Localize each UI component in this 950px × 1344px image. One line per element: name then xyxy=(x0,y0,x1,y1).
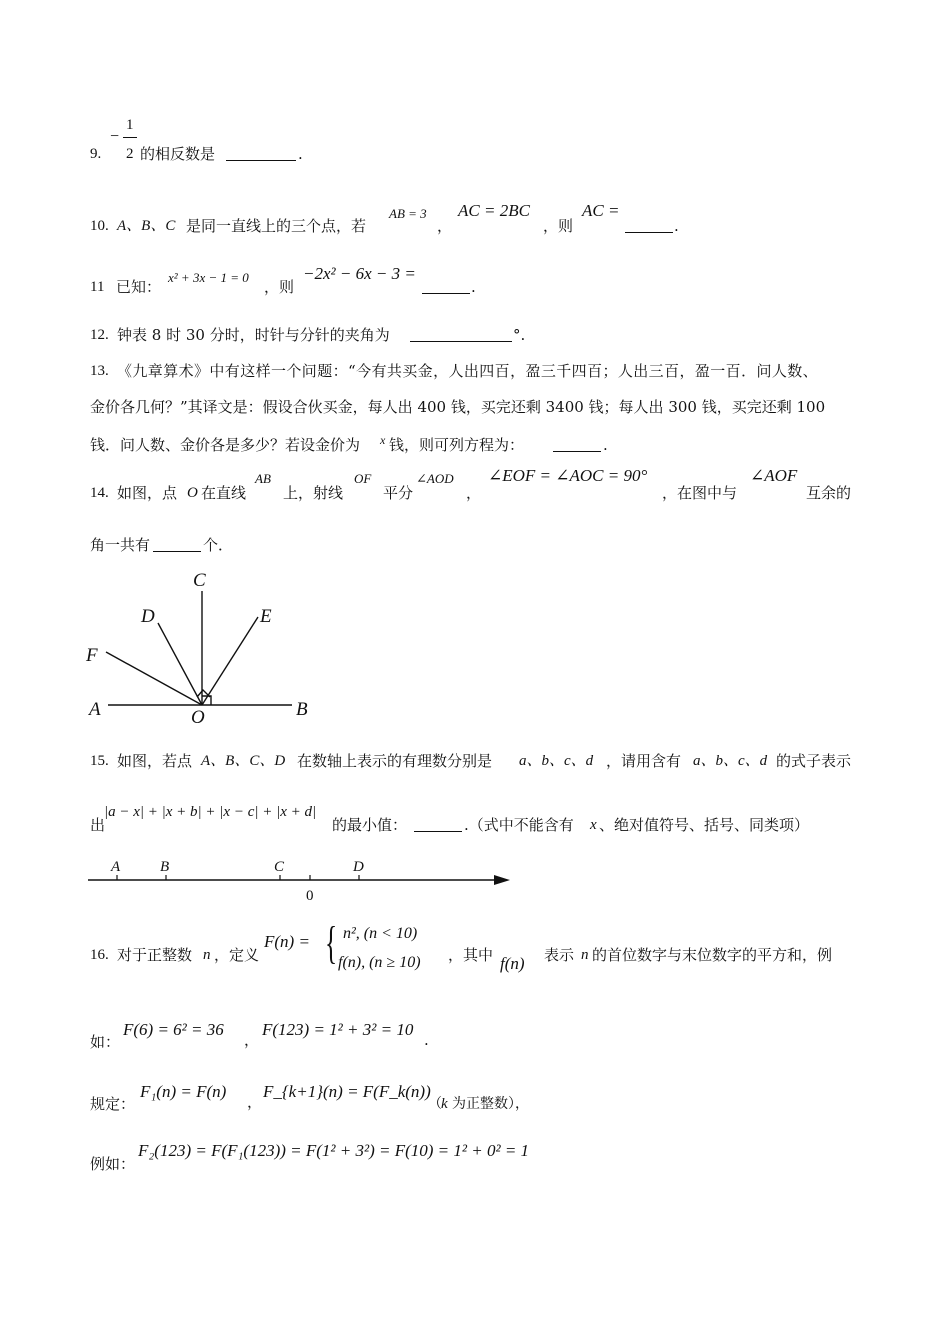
q14-text6: 互余的 xyxy=(806,484,852,502)
q16-case2: f(n), (n ≥ 10) xyxy=(338,954,421,971)
q15-expression: |a − x| + |x + b| + |x − c| + |x + d| xyxy=(104,804,317,820)
q13-end: . xyxy=(603,436,608,454)
q16-number: 16. xyxy=(90,947,109,963)
q10-answer-blank xyxy=(625,218,673,233)
q11-answer-blank xyxy=(422,279,470,294)
q14-angle-figure xyxy=(80,565,330,730)
axis-label-b: B xyxy=(160,859,170,875)
q16-rule1: F₁(n) = F(n) xyxy=(140,1082,227,1101)
q16-rule-label: 规定： xyxy=(90,1095,136,1113)
q9-text: 的相反数是 xyxy=(140,145,216,163)
q10-eq2: AC = 2BC xyxy=(458,201,530,220)
q16-fn: f(n) xyxy=(500,954,525,973)
q11-text1: 已知： xyxy=(116,278,162,296)
q15-text1: 如图，若点 xyxy=(117,752,193,770)
q13-line3b: 钱，则可列方程为： xyxy=(389,436,525,454)
q10-eq1: AB = 3 xyxy=(389,206,427,221)
q14-text3: 上，射线 xyxy=(283,484,344,502)
q11-eq1: x² + 3x − 1 = 0 xyxy=(168,270,249,285)
q16-n: n xyxy=(203,947,211,963)
q16-example-end: . xyxy=(424,1031,429,1049)
q10-text1: 是同一直线上的三个点，若 xyxy=(186,217,367,235)
q13-number: 13. xyxy=(90,363,109,379)
q9-fraction-bar xyxy=(123,137,137,138)
q15-values2: a、b、c、d xyxy=(693,753,768,769)
fig-label-c: C xyxy=(193,570,206,591)
q16-n2: n xyxy=(581,947,589,963)
q15-line2c: .（式中不能含有 xyxy=(464,816,574,834)
ray-oe xyxy=(202,617,258,705)
q15-text4: 的式子表示 xyxy=(776,752,852,770)
q15-points: A、B、C、D xyxy=(201,753,286,769)
q16-example-label: 如： xyxy=(90,1033,121,1051)
fig-label-e: E xyxy=(260,606,272,627)
q14-number: 14. xyxy=(90,485,109,501)
q11-eq2: −2x² − 6x − 3 = xyxy=(303,264,416,283)
axis-label-d: D xyxy=(353,859,364,875)
q12-end: °. xyxy=(513,326,526,344)
axis-label-a: A xyxy=(111,859,121,875)
fig-label-o: O xyxy=(191,707,205,728)
q14-point-o: O xyxy=(187,485,198,501)
q13-line1: 《九章算术》中有这样一个问题：“今有共买金，人出四百，盈三千四百；人出三百，盈一百．问人数、 xyxy=(117,362,819,380)
q16-text2: ，定义 xyxy=(214,946,260,964)
q14-line2a: 角一共有 xyxy=(90,536,151,554)
q15-answer-blank xyxy=(414,817,462,832)
q15-var: x xyxy=(590,817,597,833)
q13-line3a: 钱．问人数、金价各是多少？若设金价为 xyxy=(90,436,361,454)
q13-line2: 金价各几何？”其译文是：假设合伙买金，每人出 400 钱，买完还剩 3400 钱；每人出 300 钱，买完还剩 100 xyxy=(90,398,826,416)
q15-number: 15. xyxy=(90,753,109,769)
q15-values: a、b、c、d xyxy=(519,753,594,769)
q9-fraction-denominator: 2 xyxy=(126,146,134,162)
q11-text2: ，则 xyxy=(264,278,295,296)
q16-rule-sep: ， xyxy=(247,1093,263,1111)
fig-label-f: F xyxy=(86,645,98,666)
q16-definition-lhs: F(n) = xyxy=(264,932,310,951)
q16-rule-note-open: （ xyxy=(428,1096,442,1112)
q13-var: x xyxy=(380,433,386,447)
q16-rule2: F_{k+1}(n) = F(F_k(n)) xyxy=(263,1082,431,1101)
q15-line2b: 的最小值： xyxy=(332,816,408,834)
q16-text3: ，其中 xyxy=(448,946,494,964)
q12-text: 钟表 8 时 30 分时，时针与分针的夹角为 xyxy=(117,326,390,344)
q14-text2: 在直线 xyxy=(201,484,247,502)
q15-number-line xyxy=(80,850,520,905)
q16-eg: F₂(123) = F(F₁(123)) = F(1² + 3²) = F(10) = 1² + 0² = 1 xyxy=(138,1141,530,1160)
q9-number: 9. xyxy=(90,146,102,162)
q16-example-sep: ， xyxy=(244,1031,260,1049)
q10-text2: ，则 xyxy=(543,217,574,235)
q16-text1: 对于正整数 xyxy=(117,946,193,964)
q15-line2d: 、绝对值符号、括号、同类项） xyxy=(599,816,810,834)
q16-brace: { xyxy=(325,917,338,968)
q9-end: . xyxy=(298,145,303,163)
q13-answer-blank xyxy=(553,437,601,452)
axis-label-c: C xyxy=(274,859,285,875)
q16-eg-label: 例如： xyxy=(90,1155,136,1173)
q10-sep: ， xyxy=(437,217,453,235)
q14-angle-aod: ∠AOD xyxy=(416,471,454,486)
q11-number: 11 xyxy=(90,279,105,295)
q9-answer-blank xyxy=(226,146,296,161)
q15-line2a: 出 xyxy=(90,816,106,834)
q16-case1: n², (n < 10) xyxy=(343,925,418,942)
q9-fraction-numerator: 1 xyxy=(126,117,134,133)
fig-label-d: D xyxy=(141,606,155,627)
q10-end: . xyxy=(674,217,679,235)
q14-text4: 平分 xyxy=(383,484,414,502)
q16-example1: F(6) = 6² = 36 xyxy=(123,1020,224,1039)
fig-label-a: A xyxy=(89,699,101,720)
q15-text2: 在数轴上表示的有理数分别是 xyxy=(297,752,493,770)
q14-text1: 如图，点 xyxy=(117,484,178,502)
q14-ray-of: OF xyxy=(354,471,372,486)
q15-text3: ，请用含有 xyxy=(606,752,682,770)
q16-example2: F(123) = 1² + 3² = 10 xyxy=(262,1020,414,1039)
q14-text5: ，在图中与 xyxy=(662,484,738,502)
q14-equation: ∠EOF = ∠AOC = 90° xyxy=(488,466,648,485)
q14-sep: ， xyxy=(466,484,482,502)
q10-number: 10. xyxy=(90,218,109,234)
q9-fraction-sign: − xyxy=(110,128,120,145)
q14-line2b: 个． xyxy=(203,536,234,554)
q16-text5: 的首位数字与末位数字的平方和，例 xyxy=(592,946,833,964)
q10-points: A、B、C xyxy=(117,218,176,234)
q12-number: 12. xyxy=(90,327,109,343)
axis-label-zero: 0 xyxy=(306,888,314,904)
q14-line-ab: AB xyxy=(255,471,271,486)
q10-eq3: AC = xyxy=(582,201,620,220)
q12-answer-blank xyxy=(410,327,512,342)
fig-label-b: B xyxy=(296,699,308,720)
q16-rule-note: 为正整数）， xyxy=(452,1096,529,1112)
q14-angle-aof: ∠AOF xyxy=(750,466,798,485)
q14-answer-blank xyxy=(153,537,201,552)
q16-text4: 表示 xyxy=(544,946,575,964)
axis-arrow xyxy=(494,875,510,885)
q11-end: . xyxy=(471,278,476,296)
q16-k: k xyxy=(441,1096,448,1112)
